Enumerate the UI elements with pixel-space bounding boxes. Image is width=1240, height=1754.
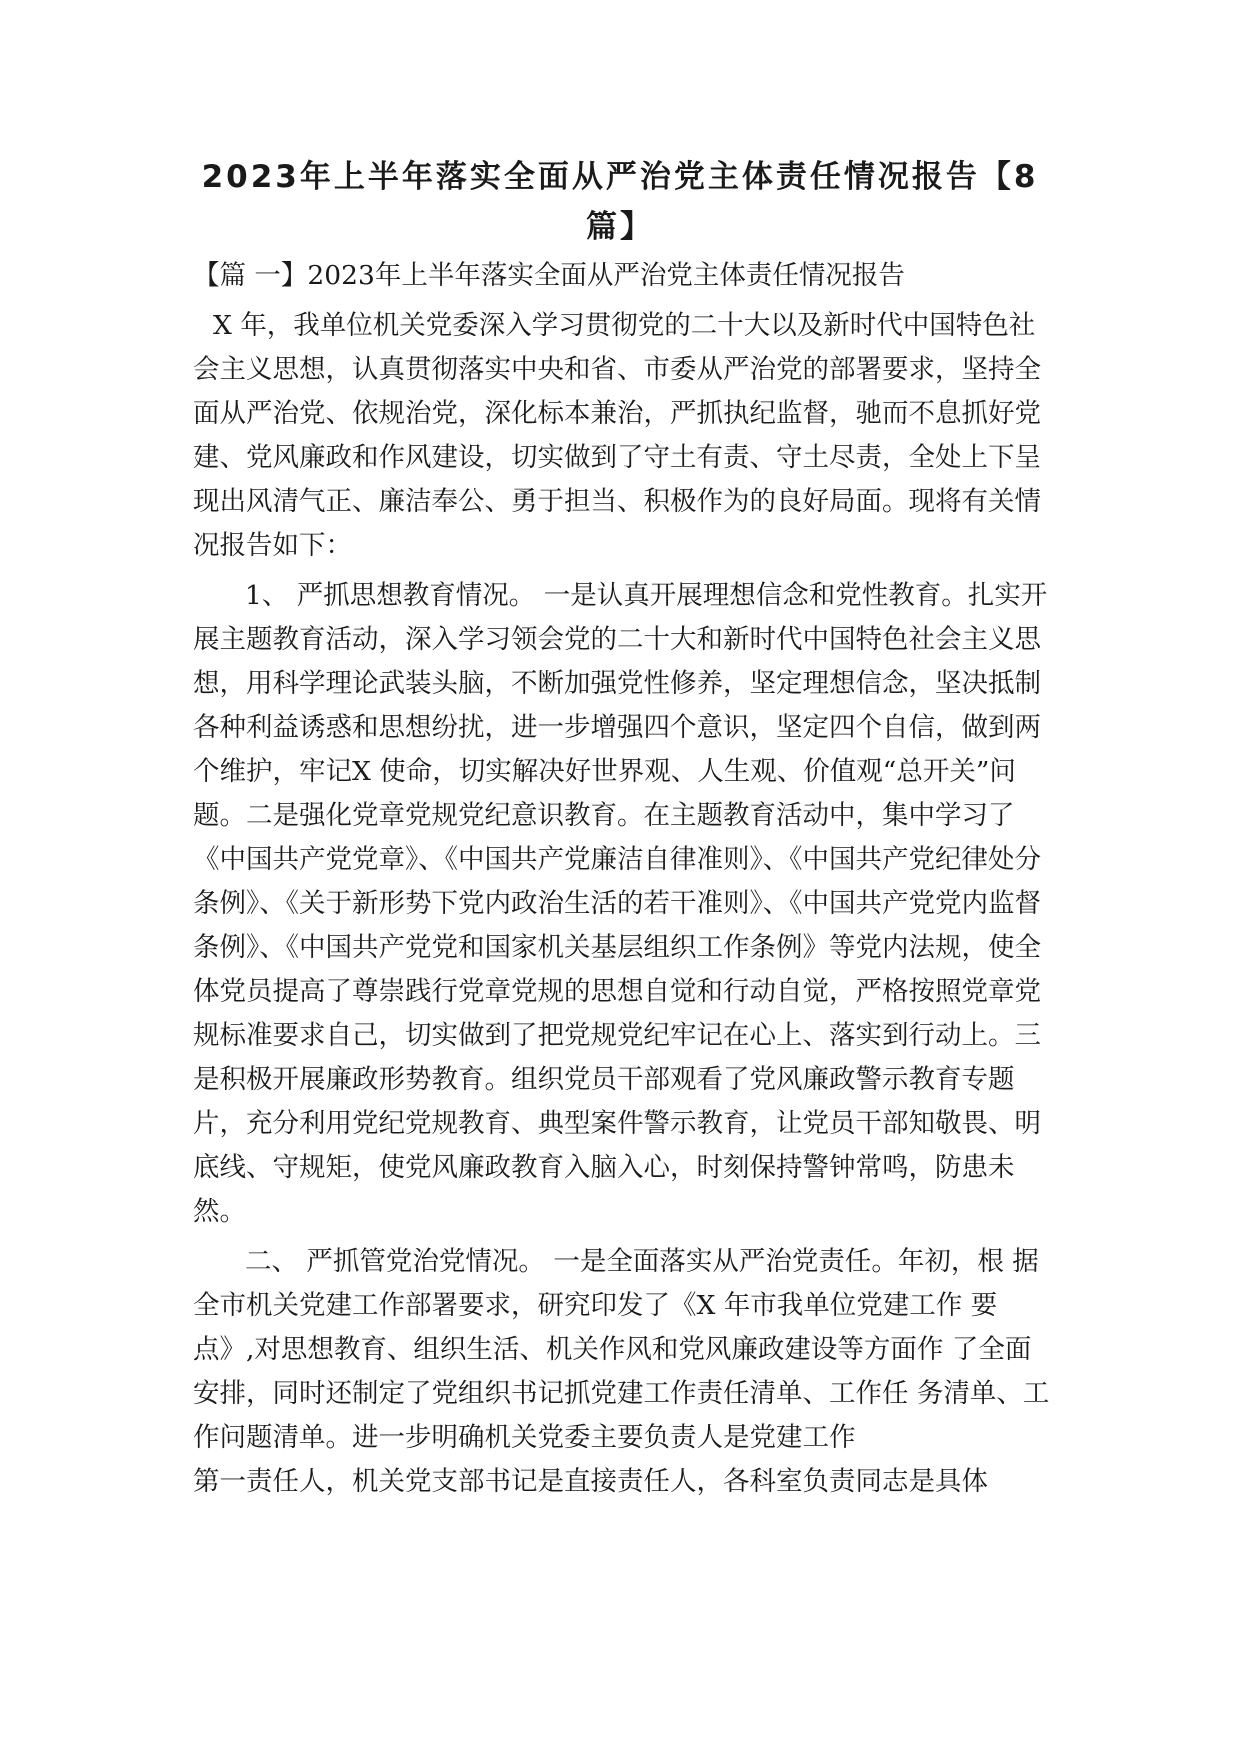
document-body	[193, 254, 1055, 1504]
paragraph-continuation: 第一责任人，机关党支部书记是直接责任人，各科室负责同志是具体	[193, 1466, 988, 1497]
paragraph-party-governance: 二、 严抓管党治党情况。 一是全面落实从严治党责任。年初，根 据全市机关党建工作部署要求，研究印发了《X 年市我单位党建工作 要点》,对思想教育、组织生活、机关作风和党风廉政建设等方面作 了全面安排，同时还制定了党组织书记抓党建工作责任清单、工作任 务清单、工作问题清单。进一步明确机关党委主要负责人是党建工作	[193, 1246, 1050, 1453]
section-heading: 【篇 一】2023年上半年落实全面从严治党主体责任情况报告	[193, 260, 905, 291]
paragraph-ideological-education: 1、 严抓思想教育情况。 一是认真开展理想信念和党性教育。扎实开展主题教育活动，深入学习领会党的二十大和新时代中国特色社会主义思想，用科学理论武装头脑，不断加强党性修养，坚定理想信念，坚决抵制各种利益诱惑和思想纷扰，进一步增强四个意识，坚定四个自信，做到两个维护，牢记X 使命，切实解决好世界观、人生观、价值观“总开关”问题。二是强化党章党规党纪意识教育。在主题教育活动中，集中学习了《中国共产党党章》、《中国共产党廉洁自律准则》、《中国共产党纪律处分条例》、《关于新形势下党内政治生活的若干准则》、《中国共产党党内监督条例》、《中国共产党党和国家机关基层组织工作条例》等党内法规，使全体党员提高了尊崇践行党章党规的思想自觉和行动自觉，严格按照党章党规标准要求自己，切实做到了把党规党纪牢记在心上、落实到行动上。三是积极开展廉政形势教育。组织党员干部观看了党风廉政警示教育专题片，充分利用党纪党规教育、典型案件警示教育，让党员干部知敬畏、明底线、守规矩，使党风廉政教育入脑入心，时刻保持警钟常鸣，防患未然。	[193, 580, 1048, 1227]
paragraph-intro: X 年，我单位机关党委深入学习贯彻党的二十大以及新时代中国特色社会主义思想，认真贯彻落实中央和省、市委从严治党的部署要求，坚持全面从严治党、依规治党，深化标本兼治，严抓执纪监督，驰而不息抓好党建、党风廉政和作风建设，切实做到了守土有责、守土尽责，全处上下呈现出风清气正、廉洁奉公、勇于担当、积极作为的良好局面。现将有关情况报告如下：	[193, 310, 1041, 561]
document-title: 2023年上半年落实全面从严治党主体责任情况报告【8篇】	[201, 159, 1039, 245]
